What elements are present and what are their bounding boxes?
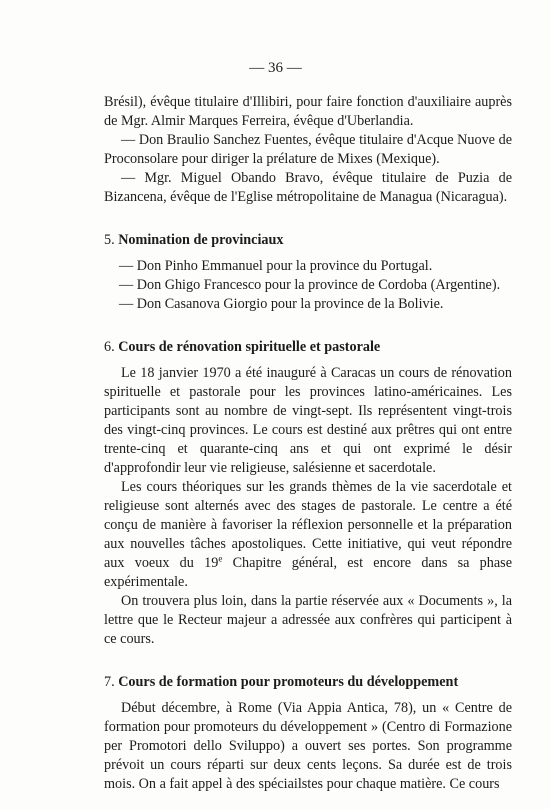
section-5-title: Nomination de provinciaux [118,232,284,248]
section-7-title: Cours de formation pour promoteurs du développement [118,674,459,690]
section-6-title: Cours de rénovation spirituelle et pastorale [118,339,381,355]
page-number: — 36 — [249,60,302,76]
section-7-heading [104,673,512,692]
intro-item-fuentes: — Don Braulio Sanchez Fuentes, évêque titulaire d'Acque Nuove de Proconsolare pour diriger la prélature de Mixes (Mexique). [104,132,512,167]
section-6-paragraph-2-text: Les cours théoriques sur les grands thèmes de la vie sacerdotale et religieuse sont alternés avec des stages de pastorale. Le centre a été conçu de manière à favoriser la réflexion personnelle et la préparation aux nouvelles tâches apostoliques. Cette initiative, qui veut répondre aux voeux du 19 [104,479,512,571]
section-6-paragraph-2 [104,478,512,592]
list-item: — Don Casanova Giorgio pour la province de la Bolivie. [119,296,444,312]
section-7-number: 7. [104,674,115,690]
section-5-heading [104,231,512,250]
section-6-paragraph-1: Le 18 janvier 1970 a été inauguré à Caracas un cours de rénovation spirituelle et pastorale pour les provinces latino-américaines. Les participants sont au nombre de vingt-sept. Ils représentent vingt-trois des vingt-cinq provinces. Le cours est destiné aux prêtres qui ont entre trente-cinq et quarante-cinq ans et qui ont exprimé le désir d'approfondir leur vie religieuse, salésienne et sacerdotale. [104,365,512,476]
section-6-number: 6. [104,339,115,355]
intro-paragraph: Brésil), évêque titulaire d'Illibiri, pour faire fonction d'auxiliaire auprès de Mgr. Almir Marques Ferreira, évêque d'Uberlandia. [104,94,512,129]
section-7-paragraph-1: Début décembre, à Rome (Via Appia Antica, 78), un « Centre de formation pour promoteurs du développement » (Centro di Formazione per Promotori dello Sviluppo) a ouvert ses portes. Son programme prévoit un cours réparti sur deux cents leçons. Sa durée est de trois mois. On a fait appel à des spéciailstes pour chaque matière. Ce cours [104,700,512,792]
section-5-number: 5. [104,232,115,248]
list-item: — Don Pinho Emmanuel pour la province du Portugal. [119,258,433,274]
superscript: e [218,553,223,564]
intro-item-obando: — Mgr. Miguel Obando Bravo, évêque titulaire de Puzia de Bizancena, évêque de l'Eglise métropolitaine de Managua (Nicaragua). [104,170,512,205]
list-item: — Don Ghigo Francesco pour la province de Cordoba (Argentine). [119,277,501,293]
section-6-paragraph-3: On trouvera plus loin, dans la partie réservée aux « Documents », la lettre que le Recteur majeur a adressée aux confrères qui participent à ce cours. [104,593,512,647]
section-6-paragraph-2-text-end: Chapitre général, est encore dans sa phase expérimentale. [104,555,512,590]
section-6-heading [104,338,512,357]
page-content [104,93,512,794]
